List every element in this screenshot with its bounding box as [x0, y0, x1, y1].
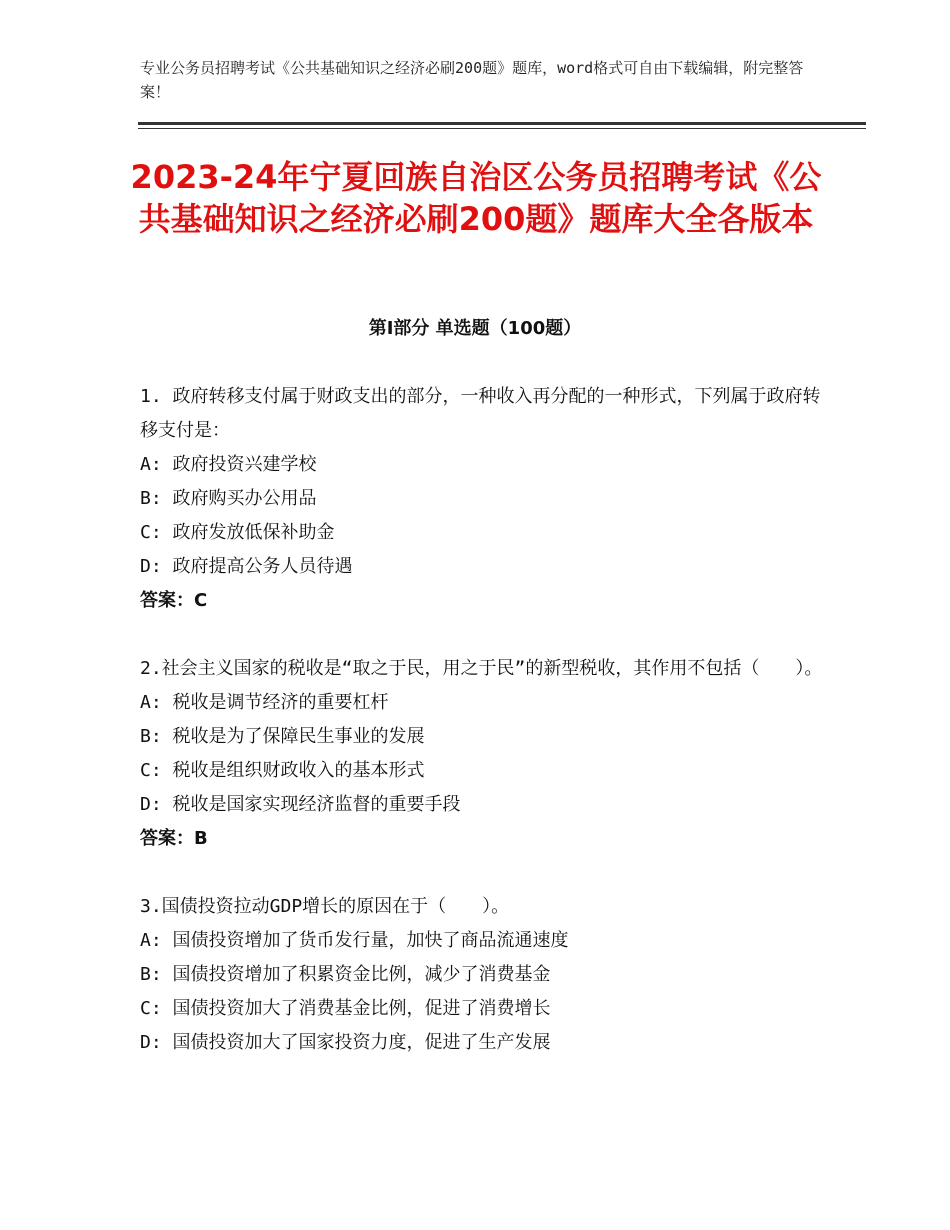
question-stem: 3.国债投资拉动GDP增长的原因在于（ ）。: [140, 896, 510, 917]
option-d: D: 税收是国家实现经济监督的重要手段: [140, 794, 461, 815]
header-note: 专业公务员招聘考试《公共基础知识之经济必刷200题》题库，word格式可自由下载编辑，附完整答案！: [140, 59, 804, 101]
question-stem: 2.社会主义国家的税收是“取之于民，用之于民”的新型税收，其作用不包括（ ）。: [140, 658, 823, 679]
option-a: A: 政府投资兴建学校: [140, 454, 317, 475]
option-d: D: 政府提高公务人员待遇: [140, 556, 353, 577]
option-b: B: 政府购买办公用品: [140, 488, 317, 509]
question-2: [140, 652, 830, 856]
option-b: B: 国债投资增加了积累资金比例，减少了消费基金: [140, 964, 551, 985]
option-a: A: 税收是调节经济的重要杠杆: [140, 692, 389, 713]
question-3: [140, 890, 830, 1060]
option-c: C: 政府发放低保补助金: [140, 522, 335, 543]
document-title: 2023-24年宁夏回族自治区公务员招聘考试《公共基础知识之经济必刷200题》题库大全各版本: [130, 158, 822, 238]
option-a: A: 国债投资增加了货币发行量，加快了商品流通速度: [140, 930, 569, 951]
answer-line: 答案：B: [140, 828, 208, 849]
answer-line: 答案：C: [140, 590, 208, 611]
section-title: 第Ⅰ部分 单选题（100题）: [368, 318, 582, 339]
option-d: D: 国债投资加大了国家投资力度，促进了生产发展: [140, 1032, 551, 1053]
header-divider-thin: [138, 128, 866, 129]
question-stem: 1. 政府转移支付属于财政支出的部分，一种收入再分配的一种形式，下列属于政府转移支付是：: [140, 386, 821, 441]
question-1: [140, 380, 830, 618]
option-b: B: 税收是为了保障民生事业的发展: [140, 726, 425, 747]
option-c: C: 国债投资加大了消费基金比例，促进了消费增长: [140, 998, 551, 1019]
header-divider-thick: [138, 122, 866, 125]
question-list: [140, 380, 830, 1094]
option-c: C: 税收是组织财政收入的基本形式: [140, 760, 425, 781]
